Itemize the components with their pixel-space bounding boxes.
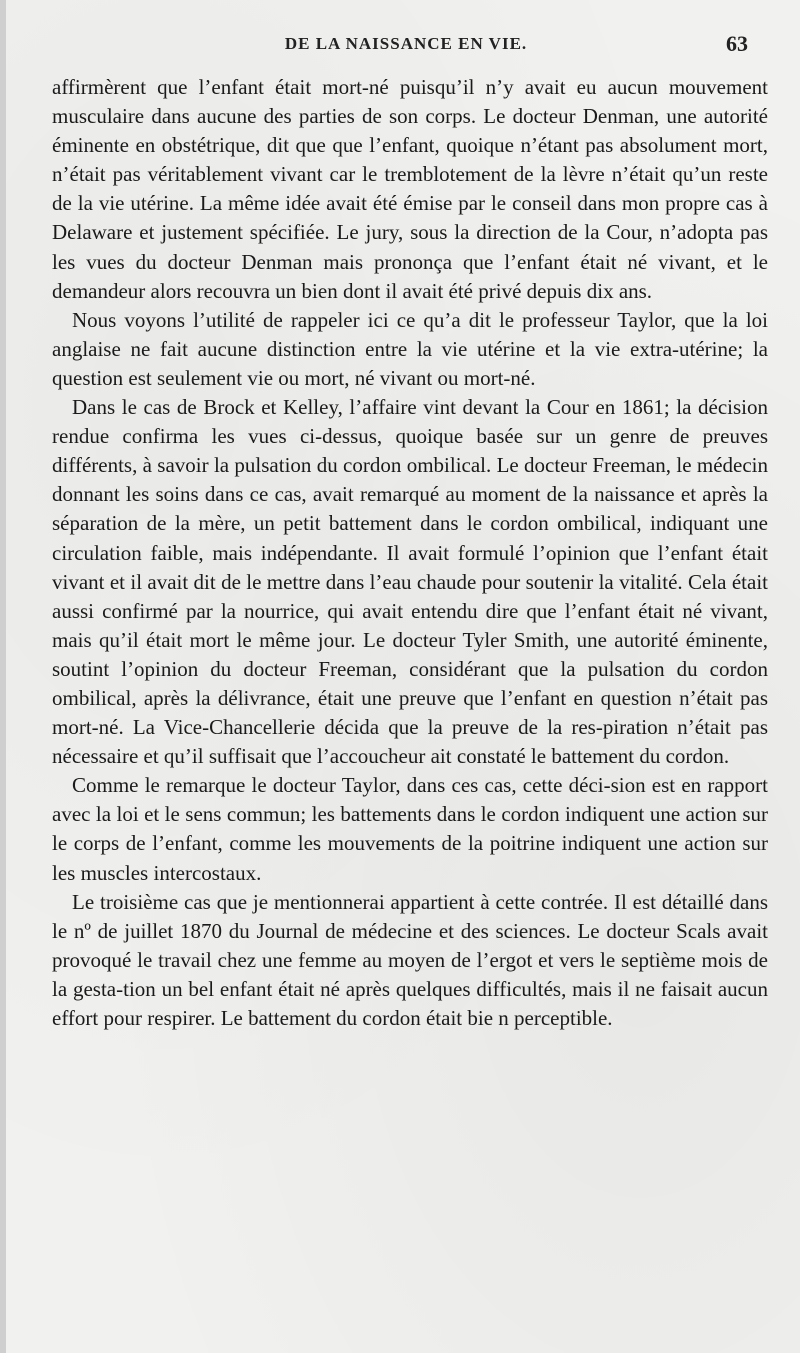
paragraph-4: Comme le remarque le docteur Taylor, dans ces cas, cette déci-sion est en rapport avec la loi et le sens commun; les battements dans le cordon indiquent une action sur le corps de l’enfant, comme les mouvements de la poitrine indiquent une action sur les muscles intercostaux. [52, 773, 768, 885]
paragraph-5: Le troisième cas que je mentionnerai appartient à cette contrée. Il est détaillé dans le nº de juillet 1870 du Journal de médecine et des sciences. Le docteur Scals avait provoqué le travail chez une femme au moyen de l’ergot et vers le septième mois de la gesta-tion un bel enfant était né après quelques difficultés, mais il ne faisait aucun effort pour respirer. Le battement du cordon était bie n perceptible. [52, 889, 768, 1030]
paragraph-3: Dans le cas de Brock et Kelley, l’affaire vint devant la Cour en 1861; la décision rendue confirma les vues ci-dessus, quoique basée sur un genre de preuves différents, à savoir la pulsation du cordon ombilical. Le docteur Freeman, le médecin donnant les soins dans ce cas, avait remarqué au moment de la naissance et après la séparation de la mère, un petit battement dans le cordon ombilical, indiquant une circulation faible, mais indépendante. Il avait formulé l’opinion que l’enfant était vivant et il avait dit de le mettre dans l’eau chaude pour soutenir la vitalité. Cela était aussi confirmé par la nourrice, qui avait entendu dire que l’enfant était né vivant, mais qu’il était mort le même jour. Le docteur Tyler Smith, une autorité éminente, soutint l’opinion du docteur Freeman, considérant que la pulsation du cordon ombilical, après la délivrance, était une preuve que l’enfant en question n’était pas mort-né. La Vice-Chancellerie décida que la preuve de la res-piration n’était pas nécessaire et qu’il suffisait que l’accoucheur ait constaté le battement du cordon. [52, 395, 768, 769]
body-text [52, 73, 768, 1033]
paragraph-1: affirmèrent que l’enfant était mort-né puisqu’il n’y avait eu aucun mouvement musculaire dans aucune des parties de son corps. Le docteur Denman, une autorité éminente en obstétrique, dit que que l’enfant, quoique n’étant pas absolument mort, n’était pas véritablement vivant car le tremblotement de la lèvre n’était qu’un reste de la vie utérine. La même idée avait été émise par le conseil dans mon propre cas à Delaware et justement spécifiée. Le jury, sous la direction de la Cour, n’adopta pas les vues du docteur Denman mais prononça que l’enfant était né vivant, et le demandeur alors recouvra un bien dont il avait été privé depuis dix ans. [52, 75, 768, 303]
paragraph-2: Nous voyons l’utilité de rappeler ici ce qu’a dit le professeur Taylor, que la loi anglaise ne fait aucune distinction entre la vie utérine et la vie extra-utérine; la question est seulement vie ou mort, né vivant ou mort-né. [52, 307, 768, 390]
running-title: DE LA NAISSANCE EN VIE. [284, 34, 528, 53]
page-number: 63 [726, 31, 748, 56]
running-head [6, 31, 800, 64]
